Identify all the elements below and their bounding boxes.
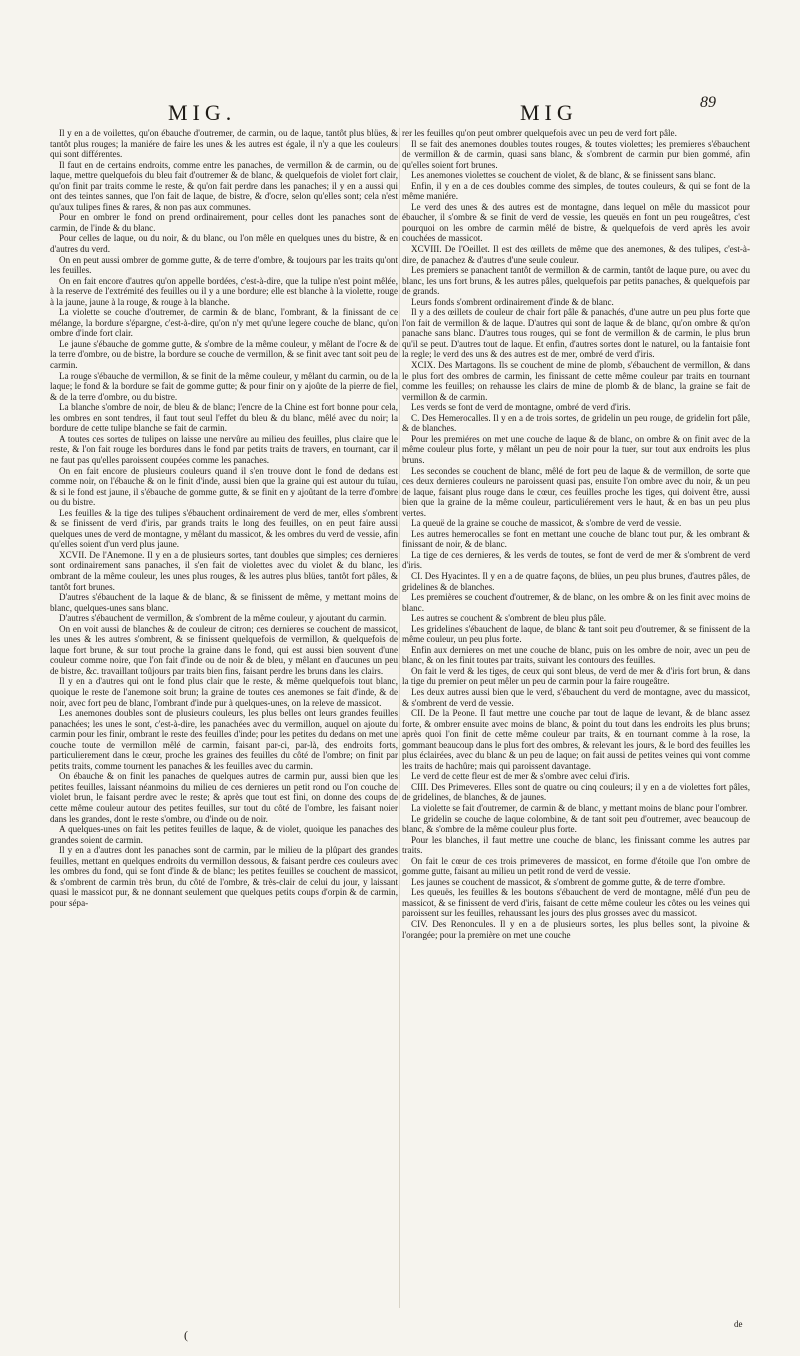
paragraph: Les autres hemerocalles se font en mettant une couche de blanc tout pur, & les ombrant & finissant de noir, & de blanc. (402, 528, 750, 550)
paragraph: Pour en ombrer le fond on prend ordinairement, pour celles dont les panaches sont de carmin, de l'inde & du blanc. (50, 212, 398, 233)
column-gutter (399, 128, 400, 1308)
paragraph: D'autres s'ébauchent de vermillon, & s'ombrent de la même couleur, y ajoutant du carmin. (59, 613, 387, 624)
paragraph: XCIX. Des Martagons. Ils se couchent de mine de plomb, s'ébauchent de vermillon, & dans le plus fort des ombres de carmin, les finissant de cette même couleur par traits en tournant comme les feuilles; on rehausse les clairs de mine de plomb & de blanc, la graine se fait de vermillon & de carmin. (402, 360, 750, 402)
paragraph: Les jaunes se couchent de massicot, & s'ombrent de gomme gutte, & de terre d'ombre. (411, 876, 726, 887)
paragraph: Il faut en de certains endroits, comme entre les panaches, de vermillon & de carmin, ou de laque, mettre quelquefois du bleu fait d'outremer & de blanc, & quelquefois de violet fort clair, qu'on finit par traits comme le reste, & qu'on fait perdre dans les panaches; il y en a aussi qui ont des teintes sannes, que l'on fait de laque, de bistre, & d'ocre, selon qu'elles sont; cela n'est qu'aux tulipes fines & rares, & non pas aux communes. (50, 159, 398, 212)
paragraph: Le verd des unes & des autres est de montagne, dans lequel on mêle du massicot pour ébaucher, il s'ombre & se finit de verd de vessie, les queuës en font un peu rougeâtres, c'est pourquoi on les ombre de carmin mêlé de bistre, & quelquefois de verd après les avoir couchées de massicot. (402, 201, 750, 244)
paragraph: CIII. Des Primeveres. Elles sont de quatre ou cinq couleurs; il y en a de violettes fort pâles, de gridelines, de blanches, & de jaunes. (402, 781, 750, 803)
paragraph: Le verd de cette fleur est de mer & s'ombre avec celui d'iris. (411, 771, 630, 782)
paragraph: CI. Des Hyacintes. Il y en a de quatre façons, de blües, un peu plus brunes, d'autres pâles, de gridelines & de blanches. (402, 570, 750, 592)
paragraph: On en voit aussi de blanches & de couleur de citron; ces dernieres se couchent de massicot, les unes & les autres s'ombrent, & se finissent quelquefois de vermillon, & quelquefois de laque fort brune, & sur tout proche la graine dans le fond, qui est aussi bien souvent d'une couleur comme noire, que l'on fait d'inde ou de noir & de bleu, y mêlant en d'aucunes un peu de bistre, &c. travaillant toûjours par traits bien fins, faisant perdre les bruns dans les clairs. (50, 623, 398, 676)
left-text-column (50, 128, 398, 908)
paragraph: La violette se fait d'outremer, de carmin & de blanc, y mettant moins de blanc pour l'ombrer. (411, 803, 748, 813)
paragraph: La violette se couche d'outremer, de carmin & de blanc, l'ombrant, & la finissant de ce mélange, la bordure s'épargne, c'est-à-dire, qu'on n'y met qu'une legere couche de blanc, qu'on ombre d'inde fort clair. (50, 307, 398, 339)
paragraph: A quelques-unes on fait les petites feuilles de laque, & de violet, quoique les panaches des grandes soient de carmin. (50, 824, 398, 845)
paragraph: Il y en a de voilettes, qu'on ébauche d'outremer, de carmin, ou de laque, tantôt plus blües, & tantôt plus rouges; la maniére de faire les unes & les autres est égale, il n'y a que les couleurs qui sont différentes. (50, 128, 398, 160)
paragraph: XCVIII. De l'Oeillet. Il est des œillets de même que des anemones, & des tulipes, c'est-à-dire, de panachez & d'autres d'une seule couleur. (402, 244, 750, 265)
paragraph: Les verds se font de verd de montagne, ombré de verd d'iris. (411, 402, 631, 413)
paragraph: CIV. Des Renoncules. Il y en a de plusieurs sortes, les plus belles sont, la pivoine & l'orangée; pour la première on met une couche (402, 919, 750, 940)
running-head-left: MIG. (168, 100, 237, 125)
paragraph: Pour les blanches, il faut mettre une couche de blanc, les finissant comme les autres par traits. (402, 834, 750, 856)
paragraph: On fait le verd & les tiges, de ceux qui sont bleus, de verd de mer & d'iris fort brun, & dans la tige du premier on peut mêler un peu de carmin pour la faire rougeâtre. (402, 665, 750, 687)
catchword: de (734, 1319, 743, 1329)
paragraph: Il y a des œillets de couleur de chair fort pâle & panachés, d'une autre un peu plus forte que l'on fait de vermillon & de laque. D'autres qui sont de laque & de blanc, qu'on ombre & qu'on panache sans blanc. D'autres tous rouges, qui se font de vermillon & de carmin, le plus brun qu'il se peut. D'autres tout de laque. Et enfin, d'autres sortes dont le naturel, ou la fantaisie font la regle; le verd des uns & des autres est de mer, ombré de verd d'iris. (402, 307, 750, 360)
paragraph: On en fait encore de plusieurs couleurs quand il s'en trouve dont le fond de dedans est comme noir, on l'ébauche & on le finit d'inde, aussi bien que la graine qui est autour du tuïau, & si le fond est jaune, il s'ébauche de gomme gutte, & se finit en y ajoûtant de la terre d'ombre ou du bistre. (50, 465, 398, 508)
paragraph: Pour celles de laque, ou du noir, & du blanc, ou l'on mêle en quelques unes du bistre, & en d'autres du verd. (50, 233, 398, 255)
paragraph: On en fait encore d'autres qu'on appelle bordées, c'est-à-dire, que la tulipe n'est point mêlée, à la reserve de l'extrémité des feuilles ou il y a une bordure; elle est blanche à la violette, rouge à la jaune, jaune à la rouge, & rouge à la blanche. (50, 275, 398, 307)
paragraph: Pour les premiéres on met une couche de laque & de blanc, on ombre & on finit avec de la même couleur plus forte, y mêlant un peu de noir pour la tuer, sur tout aux endroits les plus bruns. (402, 433, 750, 465)
signature-mark: ( (184, 1328, 188, 1342)
paragraph: Les gridelines s'ébauchent de laque, de blanc & tant soit peu d'outremer, & se finissent de la même couleur, un peu plus forte. (402, 623, 750, 645)
paragraph: C. Des Hemerocalles. Il y en a de trois sortes, de gridelin un peu rouge, de gridelin fort pâle, & de blanches. (402, 412, 750, 434)
paragraph: Les deux autres aussi bien que le verd, s'ébauchent du verd de montagne, avec du massicot, & s'ombrent de verd de vessie. (402, 686, 750, 708)
paragraph: La tige de ces dernieres, & les verds de toutes, se font de verd de mer & s'ombrent de verd d'iris. (402, 549, 750, 571)
paragraph: Le jaune s'ébauche de gomme gutte, & s'ombre de la même couleur, y mêlant de l'ocre & de la terre d'ombre, ou de bistre, la bordure se couche de vermillon, & se finit avec tant soit peu de carmin. (50, 338, 398, 371)
paragraph: Les anemones doubles sont de plusieurs couleurs, les plus belles ont leurs grandes feuilles panachées; les unes le sont, c'est-à-dire, les panachées avec du vermillon, auquel on ajoute du carmin pour les finir, ombrant le reste des feuilles d'inde; pour les petites du dedans on met une couche toute de vermillon mêlé de carmin, faisant par-ci, par-là, des endroits forts, particulierement dans le cœur, proche les graines des feuilles du côté de l'ombre; on finit par petits traits, comme tournent les panaches & les feuilles avec du carmin. (50, 708, 398, 771)
paragraph: A toutes ces sortes de tulipes on laisse une nervûre au milieu des feuilles, plus claire que le reste, & l'on fait rouge les bordures dans le fond par petits traits de travers, en tournant, car il ne faut pas qu'elles paroissent coupées comme les panaches. (50, 433, 398, 465)
paragraph: Il se fait des anemones doubles toutes rouges, & toutes violettes; les premieres s'ébauchent de vermillon & de carmin, quasi sans blanc, & s'ombrent de carmin pur bien gommé, afin qu'elles soient fort brunes. (402, 138, 750, 170)
paragraph: Enfin aux dernieres on met une couche de blanc, puis on les ombre de noir, avec un peu de blanc, & on les finit toutes par traits, suivant les contours des feuilles. (402, 644, 750, 666)
paragraph: Les autres se couchent & s'ombrent de bleu plus pâle. (411, 613, 607, 624)
paragraph: Les secondes se couchent de blanc, mêlé de fort peu de laque & de vermillon, de sorte que ces deux dernieres couleurs ne paroissent quasi pas, ensuite l'on ombre avec du noir, & un peu de laque, faisant plus rouge dans le cœur, ces feuilles proche les tiges, qui doivent être, aussi bien que la graine de la même couleur, particuliérement vers le haut, & en bas un peu plus vertes. (402, 465, 750, 518)
paragraph: On fait le cœur de ces trois primeveres de massicot, en forme d'étoile que l'on ombre de gomme gutte, faisant au milieu un petit rond de verd de vessie. (402, 855, 750, 877)
paragraph: Les queuës, les feuilles & les boutons s'ébauchent de verd de montagne, mêlé d'un peu de massicot, & se finissent de verd d'iris, faisant de cette même couleur les côtes ou les veines qui paroissent sur les feuilles, rehaussant les jours des plus grosses avec du massicot. (402, 887, 750, 919)
paragraph: Leurs fonds s'ombrent ordinairement d'inde & de blanc. (411, 296, 614, 307)
paragraph: Les feuilles & la tige des tulipes s'ébauchent ordinairement de verd de mer, elles s'ombrent & se finissent de verd d'iris, par grands traits le long des feuilles, on en peut faire aussi quelques unes de verd de montagne, y mêlant du massicot, & les ombres du verd de vessie, afin qu'elles soient d'un verd plus jaune. (50, 507, 399, 550)
paragraph: La queuë de la graine se couche de massicot, & s'ombre de verd de vessie. (411, 518, 682, 529)
paragraph: CII. De la Peone. Il faut mettre une couche par tout de laque de levant, & de blanc assez forte, & ombrer ensuite avec moins de blanc, & point du tout dans les endroits les plus bruns; après quoi l'on finit de cette même couleur par traits, & en tournant comme à la rose, la gommant beaucoup dans le plus fort des ombres, & relevant les jours, & le bord des feuilles les plus éclairées, avec du blanc & un peu de laque; on fait aussi de petites veines qui vont comme les traits de hachûre; mais qui paroissent davantage. (402, 708, 750, 771)
paragraph: La blanche s'ombre de noir, de bleu & de blanc; l'encre de la Chine est fort bonne pour cela, les ombres en sont tendres, il faut tout seul l'effet du bleu & du blanc, mêlé avec du noir; la bordure de cette tulipe blanche se fait de carmin. (50, 402, 398, 434)
paragraph: Le gridelin se couche de laque colombine, & de tant soit peu d'outremer, avec beaucoup de blanc, & s'ombre de la même couleur plus forte. (402, 813, 750, 835)
paragraph: Enfin, il y en a de ces doubles comme des simples, de toutes couleurs, & qui se font de la même maniére. (402, 180, 750, 202)
running-head-right: MIG (520, 100, 578, 125)
paragraph: Les premiers se panachent tantôt de vermillon & de carmin, tantôt de laque pure, ou avec du blanc, les uns fort bruns, & les autres pâles, quelquefois par petits panaches, & quelquefois par de grands. (402, 265, 750, 297)
paragraph: Les premières se couchent d'outremer, & de blanc, on les ombre & on les finit avec moins de blanc. (402, 592, 750, 613)
paragraph: On ébauche & on finit les panaches de quelques autres de carmin pur, aussi bien que les petites feuilles, laissant néanmoins du milieu de ces dernieres un petit rond ou l'on couche de violet brun, le faisant perdre avec le reste; & après que tout est fini, on donne des coups de cette même couleur autour des petites feuilles, sur tout du côté de l'ombre, les faisant noier dans les grandes, dont le reste s'ombre, ou d'inde ou de noir. (50, 771, 398, 824)
paragraph: Il y en a d'autres dont les panaches sont de carmin, par le milieu de la plûpart des grandes feuilles, mettant en quelques endroits du vermillon dessous, & faisant perdre ces couleurs avec les ombres du fond, qui se font d'inde & de blanc; les petites feuilles se couchent de massicot, & s'ombrent de carmin très brun, du côté de l'ombre, & très-clair de celui du jour, y laissant quasi le massicot pur, & ne donnant seulement que quelques petits coups d'orpin & de carmin, pour sépa- (50, 845, 398, 908)
paragraph: On en peut aussi ombrer de gomme gutte, & de terre d'ombre, & toujours par les traits qu'ont les feuilles. (50, 254, 398, 276)
page-number: 89 (700, 94, 716, 111)
paragraph: D'autres s'ébauchent de la laque & de blanc, & se finissent de même, y mettant moins de blanc, quelques-unes sans blanc. (50, 592, 398, 613)
paragraph: rer les feuilles qu'on peut ombrer quelquefois avec un peu de verd fort pâle. (402, 128, 677, 138)
paragraph: La rouge s'ébauche de vermillon, & se finit de la même couleur, y mêlant du carmin, ou de la laque; le fond & la bordure se fait de gomme gutte; & pour finir on y ajoûte de la pierre de fiel, & de la terre d'ombre, ou du bistre. (50, 370, 398, 402)
paragraph: Les anemones violettes se couchent de violet, & de blanc, & se finissent sans blanc. (411, 170, 716, 181)
paragraph: Il y en a d'autres qui ont le fond plus clair que le reste, & même quelquefois tout blanc, quoique le reste de l'anemone soit brun; la graine de toutes ces anemones se fait d'inde, & de noir, avec fort peu de blanc, l'ombrant d'inde pur à quelques-unes, on la releve de massicot. (50, 676, 398, 708)
paragraph: XCVII. De l'Anemone. Il y en a de plusieurs sortes, tant doubles que simples; ces dernieres sont ordinairement sans panaches, il s'en fait de violettes avec du violet & du blanc, les ombrant de la même couleur, les unes plus rouges, & les autres plus blües, tantôt fort pâles, & tantôt fort brunes. (50, 549, 398, 592)
right-text-column (402, 128, 750, 940)
